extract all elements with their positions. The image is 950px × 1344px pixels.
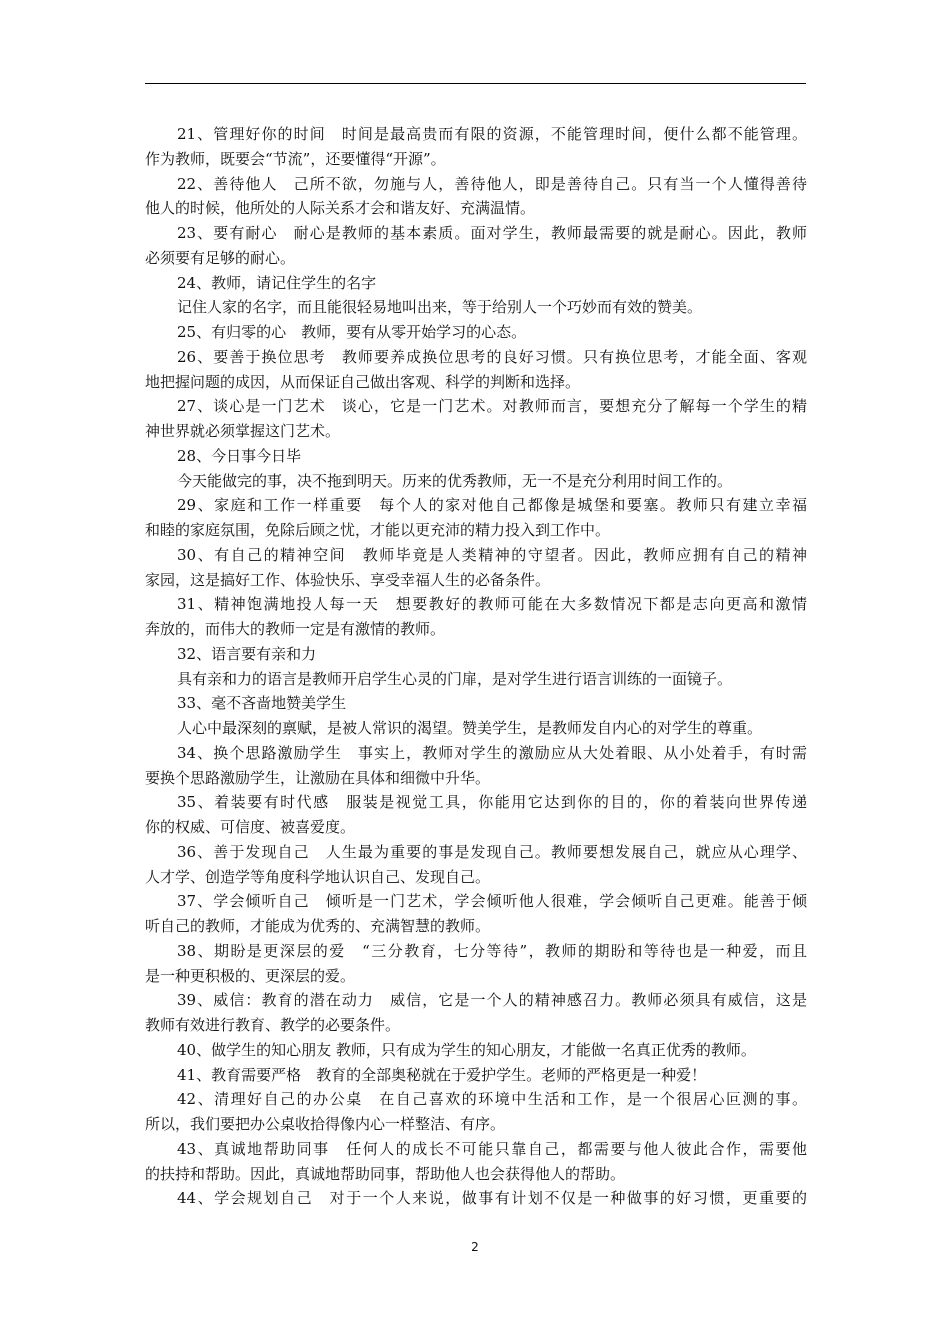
text-line: 听自己的教师，才能成为优秀的、充满智慧的教师。 (145, 917, 491, 935)
text-line: 44、学会规划自己 对于一个人来说，做事有计划不仅是一种做事的好习惯，更重要的 (177, 1189, 807, 1208)
text-line: 具有亲和力的语言是教师开启学生心灵的门扉，是对学生进行语言训练的一面镜子。 (177, 669, 733, 688)
text-line: 27、谈心是一门艺术 谈心，它是一门艺术。对教师而言，要想充分了解每一个学生的精 (177, 397, 807, 416)
text-line: 28、今日事今日毕 (177, 446, 302, 465)
text-line: 是一种更积极的、更深层的爱。 (145, 966, 356, 985)
text-line: 要换个思路激励学生，让激励在具体和细微中升华。 (145, 768, 491, 787)
text-line: 30、有自己的精神空间 教师毕竟是人类精神的守望者。因此，教师应拥有自己的精神 (177, 545, 807, 564)
text-line: 33、毫不吝啬地赞美学生 (177, 694, 347, 713)
text-line: 38、期盼是更深层的爱 “三分教育，七分等待”，教师的期盼和等待也是一种爱，而且 (177, 941, 807, 960)
text-line: 37、学会倾听自己 倾听是一门艺术，学会倾听他人很难，学会倾听自己更难。能善于倾 (177, 892, 807, 911)
text-line: 和睦的家庭氛围，免除后顾之忧，才能以更充沛的精力投入到工作中。 (145, 521, 611, 539)
text-line: 35、着装要有时代感 服装是视觉工具，你能用它达到你的目的，你的着装向世界传递 (177, 793, 807, 812)
text-line: 36、善于发现自己 人生最为重要的事是发现自己。教师要想发展自己，就应从心理学、 (177, 842, 807, 861)
text-line: 你的权威、可信度、被喜爱度。 (145, 818, 356, 836)
text-line: 34、换个思路激励学生 事实上，教师对学生的激励应从大处着眼、从小处着手，有时需 (177, 743, 807, 762)
text-line: 24、教师，请记住学生的名字 (177, 273, 377, 292)
text-line: 必须要有足够的耐心。 (145, 248, 296, 267)
text-line: 22、善待他人 己所不欲，勿施与人，善待他人，即是善待自己。只有当一个人懂得善待 (177, 174, 807, 193)
text-line: 31、精神饱满地投人每一天 想要教好的教师可能在大多数情况下都是志向更高和激情 (177, 595, 807, 614)
text-line: 神世界就必须掌握这门艺术。 (145, 422, 341, 440)
text-line: 记住人家的名字，而且能很轻易地叫出来，等于给别人一个巧妙而有效的赞美。 (177, 298, 703, 317)
text-line: 40、做学生的知心朋友 教师，只有成为学生的知心朋友，才能做一名真正优秀的教师。 (177, 1040, 756, 1059)
text-line: 家园，这是搞好工作、体验快乐、享受幸福人生的必备条件。 (145, 570, 551, 589)
text-line: 今天能做完的事，决不拖到明天。历来的优秀教师，无一不是充分利用时间工作的。 (177, 471, 733, 490)
text-line: 43、真诚地帮助同事 任何人的成长不可能只靠自己，都需要与他人彼此合作，需要他 (177, 1139, 807, 1158)
text-line: 所以，我们要把办公桌收拾得像内心一样整洁、有序。 (145, 1115, 506, 1133)
document-body (145, 122, 807, 1211)
text-line: 作为教师，既要会“节流”，还要懂得“开源”。 (145, 149, 446, 168)
header-rule (145, 83, 806, 84)
text-line: 人才学、创造学等角度科学地认识自己、发现自己。 (145, 867, 491, 886)
text-line: 41、教育需要严格 教育的全部奥秘就在于爱护学生。老师的严格更是一种爱！ (177, 1065, 707, 1084)
text-line: 地把握问题的成因，从而保证自己做出客观、科学的判断和选择。 (145, 372, 581, 391)
text-line: 26、要善于换位思考 教师要养成换位思考的良好习惯。只有换位思考，才能全面、客观 (177, 347, 807, 366)
text-line: 25、有归零的心 教师，要有从零开始学习的心态。 (177, 323, 527, 341)
text-line: 人心中最深刻的禀赋，是被人常识的渴望。赞美学生，是教师发自内心的对学生的尊重。 (177, 719, 763, 737)
text-line: 32、语言要有亲和力 (177, 644, 317, 663)
text-line: 23、要有耐心 耐心是教师的基本素质。面对学生，教师最需要的就是耐心。因此，教师 (177, 224, 807, 242)
text-line: 39、威信：教育的潜在动力 威信，它是一个人的精神感召力。教师必须具有威信，这是 (177, 991, 807, 1010)
text-line: 29、家庭和工作一样重要 每个人的家对他自己都像是城堡和要塞。教师只有建立幸福 (177, 496, 807, 515)
text-line: 的扶持和帮助。因此，真诚地帮助同事，帮助他人也会获得他人的帮助。 (145, 1164, 626, 1183)
text-line: 42、清理好自己的办公桌 在自己喜欢的环境中生活和工作，是一个很居心叵测的事。 (177, 1090, 807, 1109)
text-line: 奔放的，而伟大的教师一定是有激情的教师。 (145, 620, 446, 638)
page-number: 2 (471, 1240, 479, 1254)
text-line: 他人的时候，他所处的人际关系才会和谐友好、充满温情。 (145, 199, 536, 218)
text-line: 教师有效进行教育、教学的必要条件。 (145, 1016, 401, 1034)
text-line: 21、管理好你的时间 时间是最高贵而有限的资源，不能管理时间，便什么都不能管理。 (177, 125, 807, 143)
